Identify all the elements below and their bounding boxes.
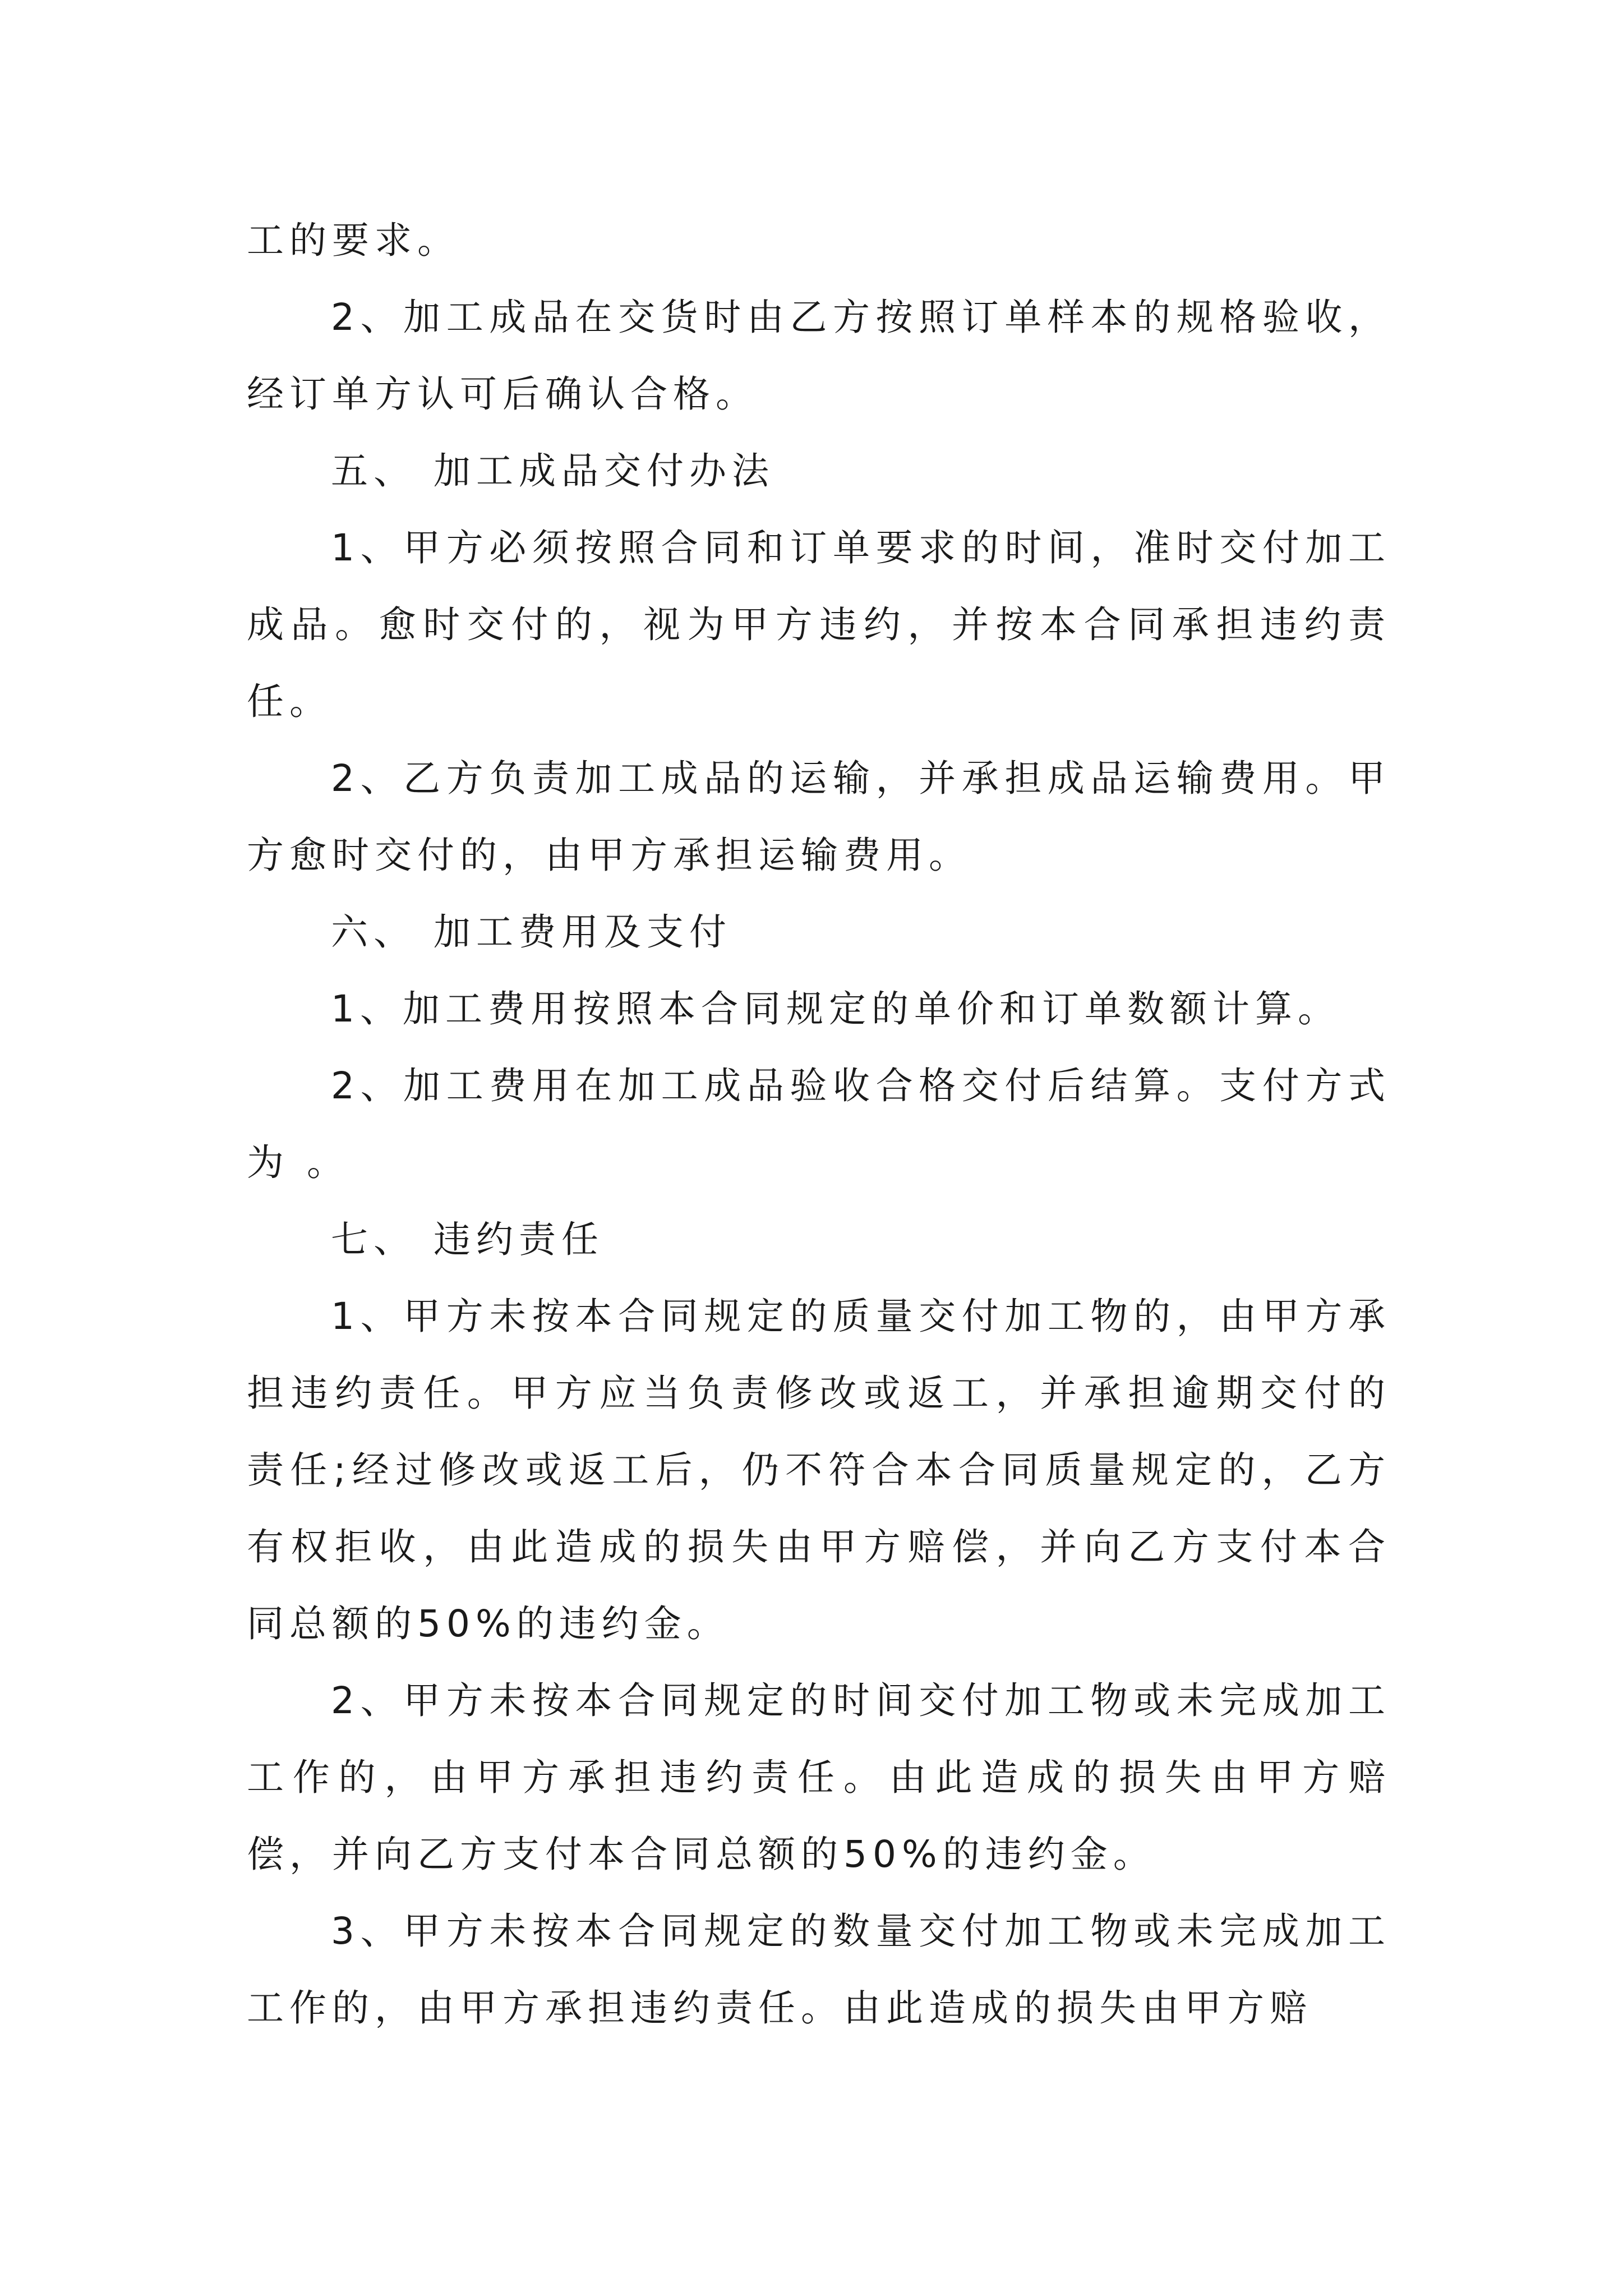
paragraph-continuation: 工的要求。 (247, 219, 460, 262)
paragraph-clause-7-1: 1、甲方未按本合同规定的质量交付加工物的，由甲方承担违约责任。甲方应当负责修改或返工，并承担逾期交付的责任;经过修改或返工后，仍不符合本合同质量规定的，乙方有权拒收，由此造成的损失由甲方赔偿，并向乙方支付本合同总额的50%的违约金。 (247, 1295, 1391, 1645)
paragraph-clause-6-1: 1、加工费用按照本合同规定的单价和订单数额计算。 (331, 987, 1340, 1030)
paragraph-clause-5-2: 2、乙方负责加工成品的运输，并承担成品运输费用。甲方愈时交付的，由甲方承担运输费用。 (247, 757, 1391, 877)
paragraph-clause-6-2: 2、加工费用在加工成品验收合格交付后结算。支付方式为 。 (247, 1064, 1391, 1184)
section-heading-5: 五、 加工成品交付办法 (331, 449, 774, 493)
section-heading-6: 六、 加工费用及支付 (331, 910, 732, 954)
paragraph-clause-7-3: 3、甲方未按本合同规定的数量交付加工物或未完成加工工作的，由甲方承担违约责任。由此造成的损失由甲方赔 (247, 1910, 1391, 2030)
paragraph-clause-5-1: 1、甲方必须按照合同和订单要求的时间，准时交付加工成品。愈时交付的，视为甲方违约，并按本合同承担违约责任。 (247, 526, 1391, 723)
document-body (247, 202, 1391, 2046)
paragraph-clause-7-2: 2、甲方未按本合同规定的时间交付加工物或未完成加工工作的，由甲方承担违约责任。由此造成的损失由甲方赔偿，并向乙方支付本合同总额的50%的违约金。 (247, 1679, 1391, 1876)
paragraph-clause-4-2: 2、加工成品在交货时由乙方按照订单样本的规格验收，经订单方认可后确认合格。 (247, 296, 1391, 416)
section-heading-7: 七、 违约责任 (331, 1218, 604, 1261)
